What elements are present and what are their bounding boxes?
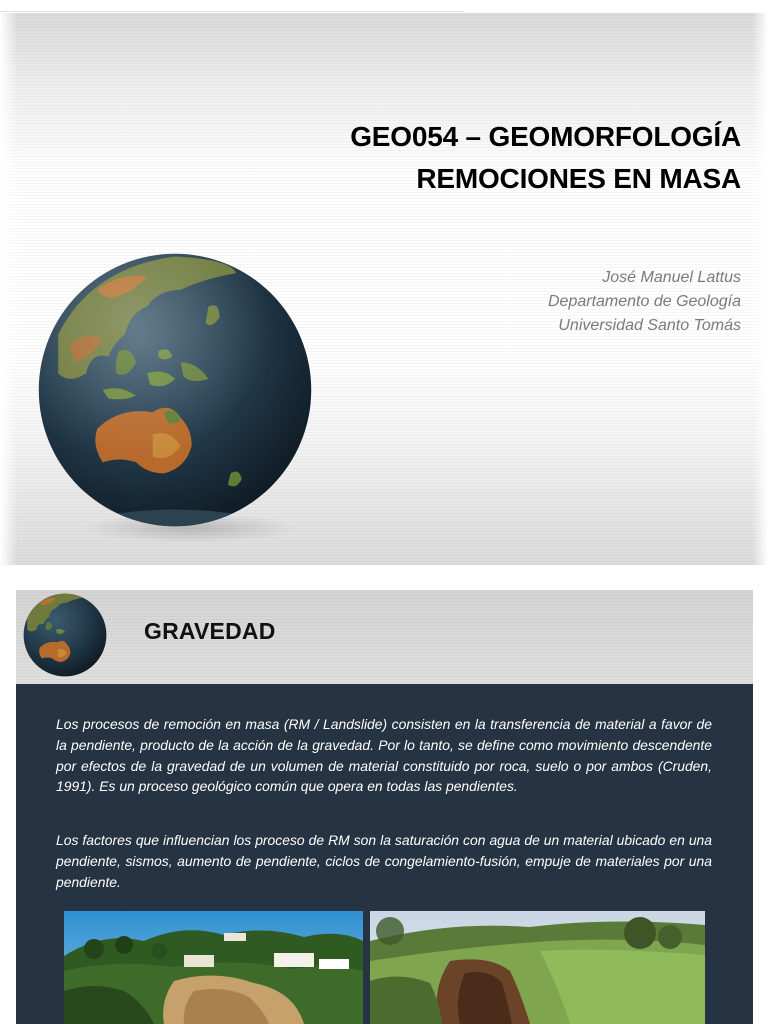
paragraph-definition: Los procesos de remoción en masa (RM / Landslide) consisten en la transferencia de material a favor de la pendiente, producto de la acción de la gravedad. Por lo tanto, se define como movimiento descendente por efectos de la gravedad de un volumen de material constituido por roca, suelo o por ambos (Cruden, 1991). Es un proceso geológico común que opera en todas las pendientes.: [56, 716, 712, 795]
paragraph-factors: Los factores que influencian los proceso de RM son la saturación con agua de un material ubicado en una pendiente, sismos, aumento de pendiente, ciclos de congelamiento-fusión, empuje de materiales por una pendiente.: [56, 832, 712, 890]
slide-heading: GRAVEDAD: [144, 618, 276, 644]
content-panel: [16, 684, 753, 1024]
author-name: José Manuel Lattus: [602, 269, 741, 286]
landslide-hillside-photo: [370, 911, 705, 1024]
slide-title-course: GEO054 – GEOMORFOLOGÍA: [350, 121, 741, 152]
slide-title-topic: REMOCIONES EN MASA: [416, 163, 741, 194]
department-name: Departamento de Geología: [547, 293, 741, 310]
content-slide-gravedad: [16, 590, 753, 1024]
university-name: Universidad Santo Tomás: [558, 317, 741, 334]
page-top-divider: [0, 11, 465, 12]
globe-earth-icon: [20, 590, 110, 680]
globe-earth-icon: [36, 251, 314, 529]
landslide-houses-photo: [64, 911, 363, 1024]
title-slide: [0, 13, 768, 565]
